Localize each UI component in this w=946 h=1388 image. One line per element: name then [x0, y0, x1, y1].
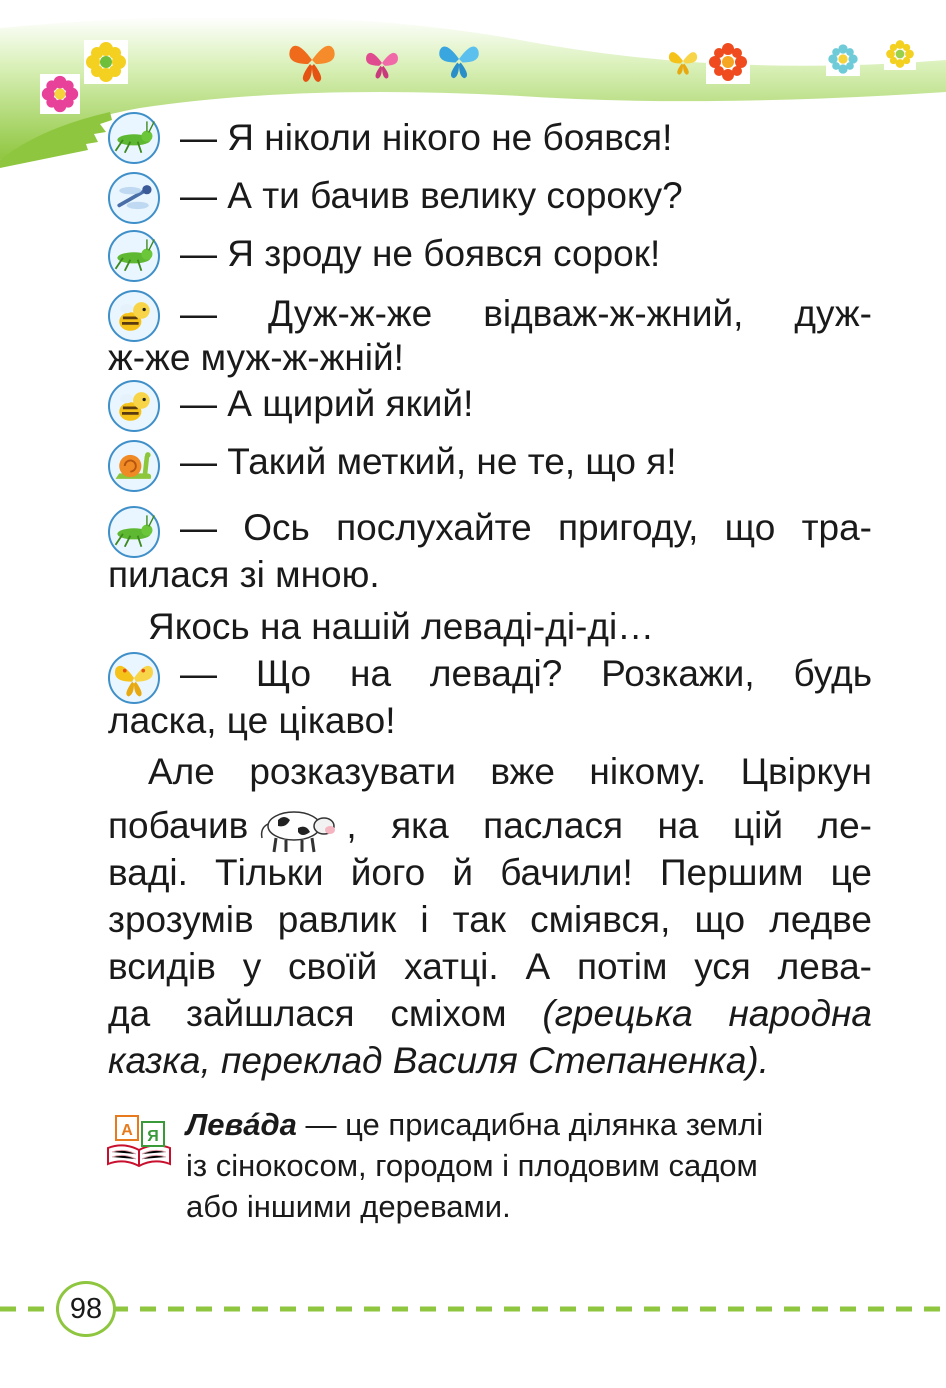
story-text: побачив	[108, 805, 249, 846]
story-text: ваді. Тільки його й бачили! Першим це	[108, 852, 872, 893]
dialogue-line	[180, 504, 872, 551]
butterfly-blue-icon	[436, 38, 482, 80]
glossary-line: із сінокосом, городом і плодовим садом	[186, 1148, 758, 1183]
story-text: , яка паслася на цій ле-	[346, 805, 872, 846]
footer-dashed-line	[0, 1280, 946, 1340]
dialogue-line-cont: ж-же муж-ж-жній!	[108, 337, 404, 378]
dialogue-line-cont: пилася зі мною.	[108, 554, 380, 595]
story-line	[108, 849, 872, 896]
dialogue-line: — Я ніколи нікого не боявся!	[180, 117, 673, 158]
flower-icon	[40, 74, 80, 114]
dialogue-line: — Я зроду не боявся сорок!	[180, 233, 661, 274]
story-text: да зайшлася сміхом	[108, 993, 543, 1034]
glossary-line	[186, 1104, 872, 1145]
dictionary-book-icon	[104, 1112, 174, 1168]
story-line	[108, 990, 872, 1037]
story-line	[108, 798, 872, 854]
dialogue-line: — Такий меткий, не те, що я!	[180, 441, 677, 482]
story-line	[108, 896, 872, 943]
narration: Якось на нашій леваді-ді-ді…	[148, 606, 655, 647]
story-text: зрозумів равлик і так сміявся, що ледве	[108, 899, 872, 940]
story-source: казка, переклад Василя Степаненка).	[108, 1040, 770, 1081]
grasshopper-icon	[108, 112, 160, 164]
story-source-italic: (грецька народна	[542, 993, 873, 1034]
dialogue-text: — Що на леваді? Розкажи, будь	[180, 653, 872, 694]
butterfly-orange-icon	[286, 36, 338, 84]
cow-icon	[254, 798, 340, 854]
flower-icon	[706, 40, 750, 84]
butterfly-yellow-icon	[666, 46, 700, 76]
book-letter-ya: Я	[147, 1128, 159, 1145]
story-text: Але розказувати вже нікому. Цвіркун	[148, 751, 872, 792]
flower-icon	[826, 42, 860, 76]
dialogue-line	[180, 290, 872, 337]
story-text: всидів у своїй хатці. А потім уся лева-	[108, 946, 872, 987]
butterfly-pink-icon	[362, 46, 402, 80]
glossary-definition	[186, 1104, 872, 1227]
dialogue-text: — Дуж-ж-же відваж-ж-жний, дуж-	[180, 293, 872, 334]
glossary-text: — це присадибна ділянка землі	[296, 1107, 764, 1142]
story-line	[108, 943, 872, 990]
glossary-term: Левáда	[186, 1107, 297, 1142]
book-letter-a: А	[121, 1122, 133, 1139]
dialogue-line: — А щирий який!	[180, 383, 474, 424]
glossary-line: або іншими деревами.	[186, 1189, 511, 1224]
dragonfly-icon	[108, 172, 160, 224]
dialogue-line	[180, 650, 872, 697]
snail-icon	[108, 440, 160, 492]
flower-icon	[84, 40, 128, 84]
page-number: 98	[56, 1281, 116, 1337]
dialogue-line-cont: ласка, це цікаво!	[108, 700, 396, 741]
story-line	[148, 748, 872, 795]
dialogue-text: — Ось послухайте пригоду, що тра-	[180, 507, 872, 548]
grasshopper-icon	[108, 230, 160, 282]
dialogue-line: — А ти бачив велику сороку?	[180, 175, 683, 216]
flower-icon	[884, 38, 916, 70]
bee-icon	[108, 380, 160, 432]
